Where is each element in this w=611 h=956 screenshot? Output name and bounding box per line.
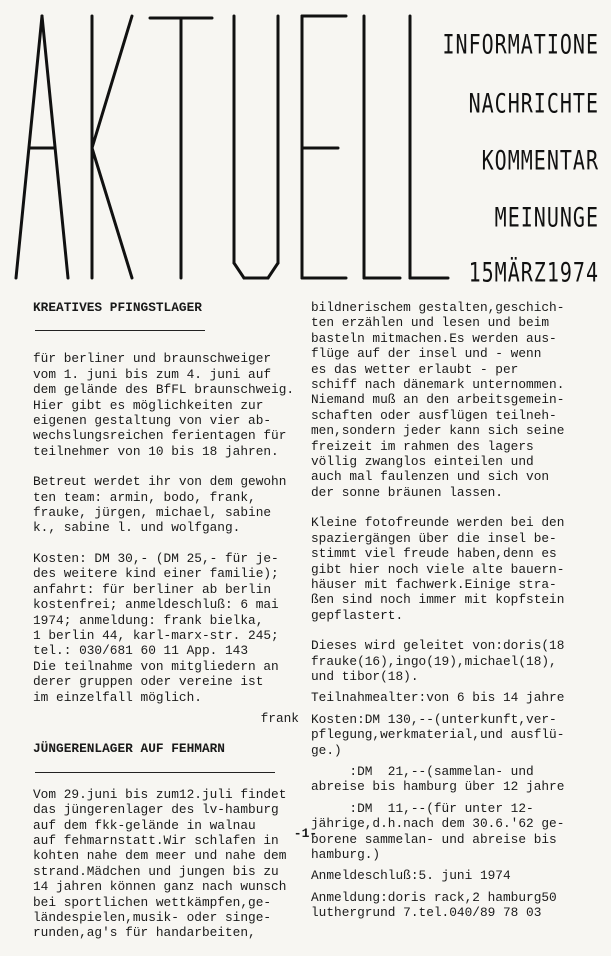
issue-date: 15MÄRZ1974 xyxy=(468,255,599,289)
tagline-meinungen: MEINUNGE xyxy=(494,200,599,234)
left-column xyxy=(33,300,299,956)
masthead-logo xyxy=(12,8,452,283)
tagline-nachrichten: NACHRICHTE xyxy=(468,86,599,120)
pfingstlager-costs: Kosten: DM 30,- (DM 25,- für je- des weitere kind einer familie); anfahrt: für berliner ab berlin kostenfrei; anmeldeschluß: 6 mai 1974; anmeldung: frank bielka, 1 berlin 44, karl-marx-str. 245; tel.: 030/681 60 11 App. 143 Die teilnahme von mitgliedern an derer gruppen oder vereine ist im einzelfall möglich. xyxy=(33,550,279,705)
tagline-informationen: INFORMATIONE xyxy=(442,27,599,61)
juengerenlager-photo: Kleine fotofreunde werden bei den spaziergängen über die insel be- stimmt viel freude haben,denn es gibt hier noch viele alte bauern- häuser mit fachwerk.Einige stra- ßen sind noch immer mit kopfstein gepflastert. xyxy=(311,515,565,623)
juengerenlager-activities: bildnerischem gestalten,geschich- ten erzählen und lesen und beim basteln mitmachen.Es werden aus- flüge auf der insel und - wenn es das wetter erlaubt - per schiff nach dänemark unternommen. Niemand muß an den arbeitsgemein- schaften oder ausflügen teilneh- men,sondern jeder kann sich seine freizeit im rahmen des lagers völlig zwanglos einteilen und auch mal faulenzen und sich von der sonne bräunen lassen. xyxy=(311,300,565,500)
juengerenlager-registration: Anmeldung:doris rack,2 hamburg50 luthergrund 7.tel.040/89 78 03 xyxy=(311,889,557,921)
tagline-kommentar: KOMMENTAR xyxy=(481,143,599,177)
pfingstlager-team: Betreut werdet ihr von dem gewohn ten team: armin, bodo, frank, frauke, jürgen, michael, sabine k., sabine l. und wolfgang. xyxy=(33,474,287,536)
juengerenlager-leaders: Dieses wird geleitet von:doris(18 frauke(16),ingo(19),michael(18), und tibor(18). xyxy=(311,638,565,684)
pfingstlager-intro: für berliner und braunschweiger vom 1. juni bis zum 4. juni auf dem gelände des BfFL braunschweig. Hier gibt es möglichkeiten zur eigenen gestaltung von vier ab- wechslungsreichen ferientagen für teilnehmer von 10 bis 18 jahren. xyxy=(33,351,295,459)
masthead-title-aktuell xyxy=(12,8,452,283)
juengerenlager-deadline: Anmeldeschluß:5. juni 1974 xyxy=(311,868,511,884)
juengerenlager-intro: Vom 29.juni bis zum12.juli findet das jüngerenlager des lv-hamburg auf dem fkk-gelände in walnau auf fehmarnstatt.Wir schlafen in kohten nahe dem meer und nahe dem strand.Mädchen und jungen bis zu 14 jahren können ganz nach wunsch bei sportlichen wettkämpfen,ge- ländespielen,musik- oder singe- runden,ag's für handarbeiten, xyxy=(33,786,287,941)
heading-underline xyxy=(35,772,275,773)
article-heading-pfingstlager: KREATIVES PFINGSTLAGER xyxy=(33,300,202,315)
juengerenlager-cost-main: Kosten:DM 130,--(unterkunft,ver- pflegung,werkmaterial,und ausflü- ge.) xyxy=(311,711,565,758)
heading-underline xyxy=(35,330,205,331)
article-signature: frank xyxy=(260,710,299,726)
juengerenlager-age: Teilnahmealter:von 6 bis 14 jahre xyxy=(311,690,565,706)
page-number: -1- xyxy=(293,826,318,841)
juengerenlager-cost-travel-over12: :DM 21,--(sammelan- und abreise bis hamburg über 12 jahre xyxy=(311,763,565,795)
article-heading-juengerenlager: JÜNGERENLAGER AUF FEHMARN xyxy=(33,741,225,757)
juengerenlager-cost-travel-under12: :DM 11,--(für unter 12- jährige,d.h.nach dem 30.6.'62 ge- borene sammelan- und abreise bis hamburg.) xyxy=(311,800,565,862)
